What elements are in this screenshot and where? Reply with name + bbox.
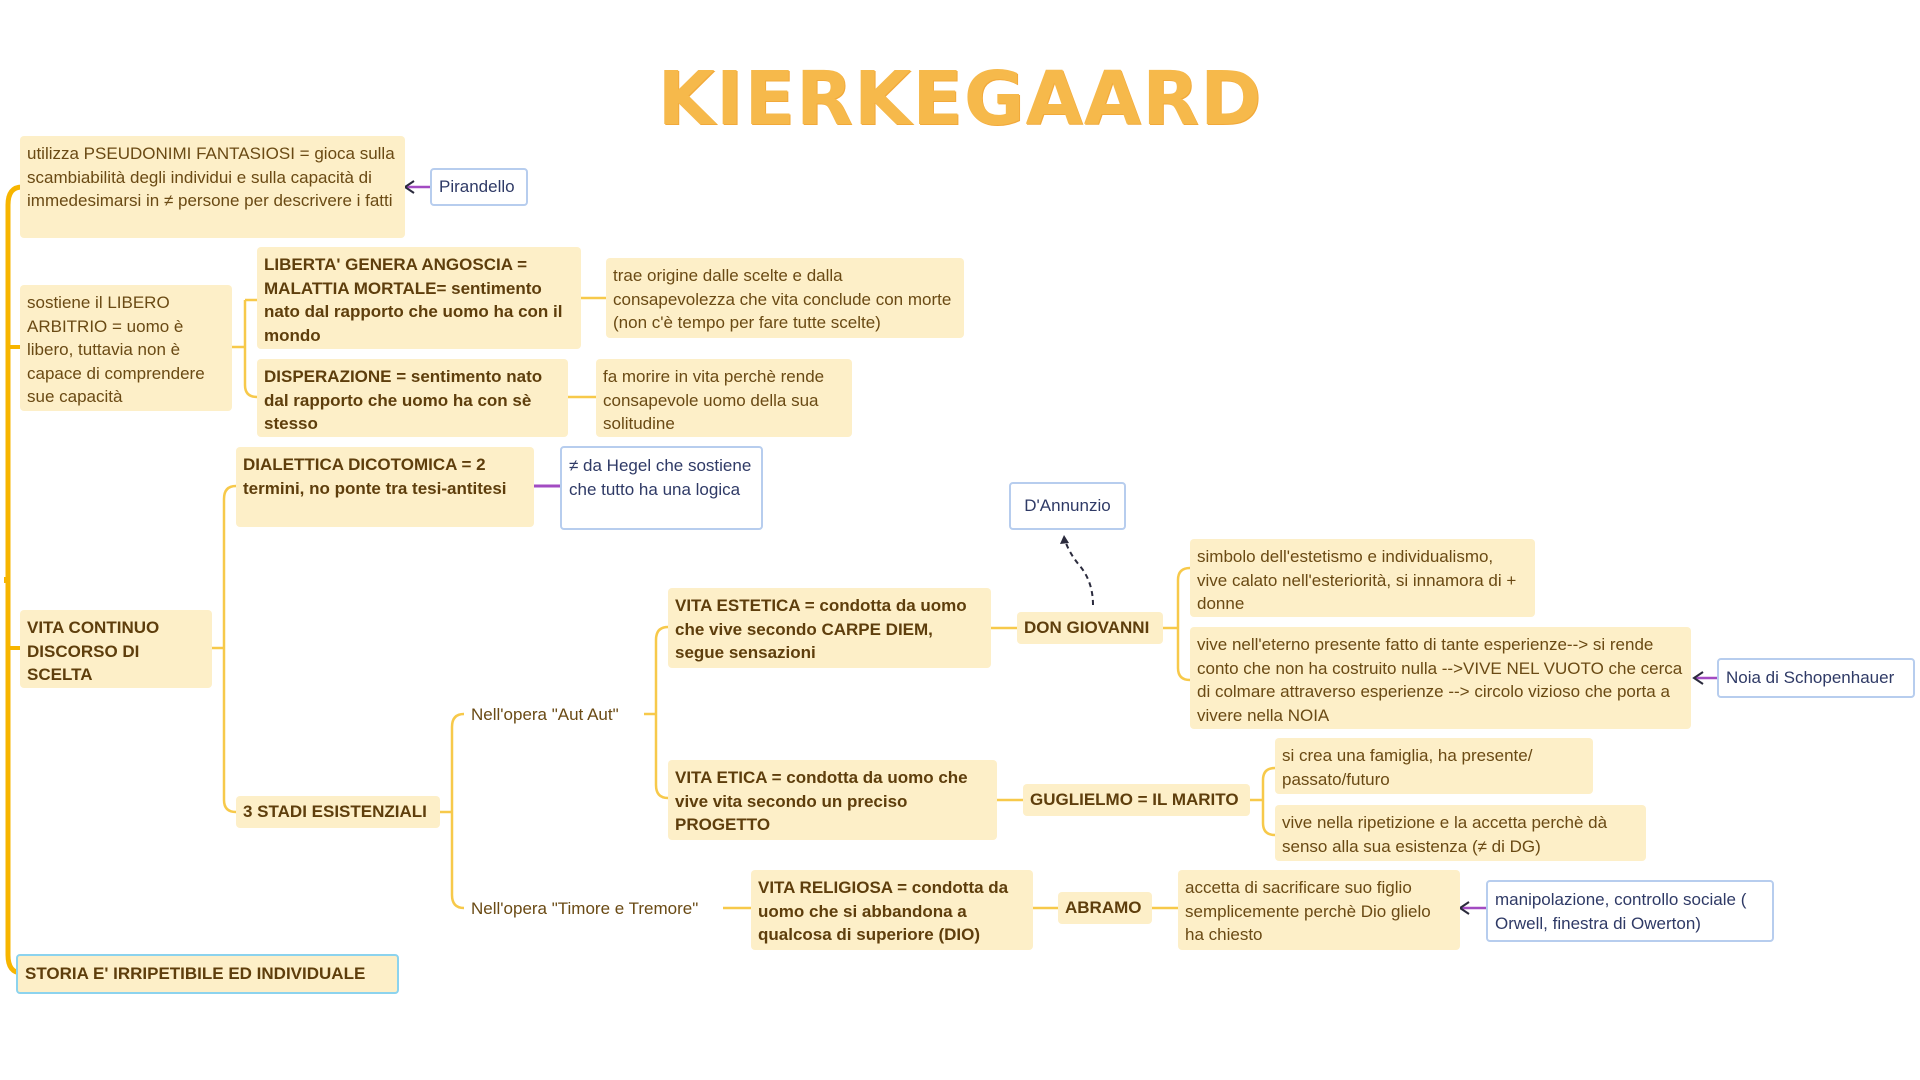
node-abramo[interactable]: ABRAMO <box>1058 892 1152 924</box>
link-libero-bracket <box>232 300 257 397</box>
node-noia-schopenhauer[interactable]: Noia di Schopenhauer <box>1717 658 1915 698</box>
node-libero-arbitrio[interactable]: sostiene il LIBERO ARBITRIO = uomo è libero, tuttavia non è capace di comprendere sue capacità <box>20 285 232 411</box>
node-vita-continuo[interactable]: VITA CONTINUO DISCORSO DI SCELTA <box>20 610 212 688</box>
node-timore-tremore[interactable]: Nell'opera "Timore e Tremore" <box>471 899 699 919</box>
node-vita-religiosa[interactable]: VITA RELIGIOSA = condotta da uomo che si abbandona a qualcosa di superiore (DIO) <box>751 870 1033 950</box>
node-vita-etica[interactable]: VITA ETICA = condotta da uomo che vive vita secondo un preciso PROGETTO <box>668 760 997 840</box>
node-dannunzio[interactable]: D'Annunzio <box>1009 482 1126 530</box>
node-simbolo-estetismo[interactable]: simbolo dell'estetismo e individualismo, vive calato nell'esteriorità, si innamora di + donne <box>1190 539 1535 617</box>
link-stadi-bracket <box>440 714 464 908</box>
node-manipolazione[interactable]: manipolazione, controllo sociale ( Orwell, finestra di Owerton) <box>1486 880 1774 942</box>
node-tre-stadi[interactable]: 3 STADI ESISTENZIALI <box>236 796 440 828</box>
node-fa-morire[interactable]: fa morire in vita perchè rende consapevole uomo della sua solitudine <box>596 359 852 437</box>
node-pseudonimi[interactable]: utilizza PSEUDONIMI FANTASIOSI = gioca sulla scambiabilità degli individui e sulla capacità di immedesimarsi in ≠ persone per descrivere i fatti <box>20 136 405 238</box>
node-vive-eterno[interactable]: vive nell'eterno presente fatto di tante esperienze--> si rende conto che non ha costruito nulla -->VIVE NEL VUOTO che cerca di colmare attraverso esperienze --> circolo vizioso che porta a vivere nella NOIA <box>1190 627 1691 729</box>
map-title: KIERKEGAARD <box>657 56 1263 142</box>
link-guglielmo-bracket <box>1250 768 1275 835</box>
node-ripetizione[interactable]: vive nella ripetizione e la accetta perchè dà senso alla sua esistenza (≠ di DG) <box>1275 805 1646 861</box>
arrow-dannunzio <box>1060 535 1069 544</box>
link-dongiovanni-bracket <box>1163 568 1190 680</box>
node-don-giovanni[interactable]: DON GIOVANNI <box>1017 612 1163 644</box>
node-famiglia[interactable]: si crea una famiglia, ha presente/ passato/futuro <box>1275 738 1593 794</box>
node-hegel[interactable]: ≠ da Hegel che sostiene che tutto ha una logica <box>560 446 763 530</box>
node-disperazione[interactable]: DISPERAZIONE = sentimento nato dal rapporto che uomo ha con sè stesso <box>257 359 568 437</box>
node-dialettica[interactable]: DIALETTICA DICOTOMICA = 2 termini, no ponte tra tesi-antitesi <box>236 447 534 527</box>
node-pirandello[interactable]: Pirandello <box>430 168 528 206</box>
node-vita-estetica[interactable]: VITA ESTETICA = condotta da uomo che vive secondo CARPE DIEM, segue sensazioni <box>668 588 991 668</box>
link-autaut-bracket <box>644 627 668 798</box>
node-accetta-sacrificio[interactable]: accetta di sacrificare suo figlio semplicemente perchè Dio glielo ha chiesto <box>1178 870 1460 950</box>
node-storia-irripetibile[interactable]: STORIA E' IRRIPETIBILE ED INDIVIDUALE <box>16 954 399 994</box>
node-aut-aut[interactable]: Nell'opera "Aut Aut" <box>471 705 619 725</box>
node-guglielmo[interactable]: GUGLIELMO = IL MARITO <box>1023 784 1250 816</box>
link-vita-bracket <box>212 486 236 812</box>
link-dannunzio-dashed <box>1064 537 1093 605</box>
node-trae-origine[interactable]: trae origine dalle scelte e dalla consapevolezza che vita conclude con morte (non c'è tempo per fare tutte scelte) <box>606 258 964 338</box>
node-liberta-angoscia[interactable]: LIBERTA' GENERA ANGOSCIA = MALATTIA MORTALE= sentimento nato dal rapporto che uomo ha con il mondo <box>257 247 581 349</box>
